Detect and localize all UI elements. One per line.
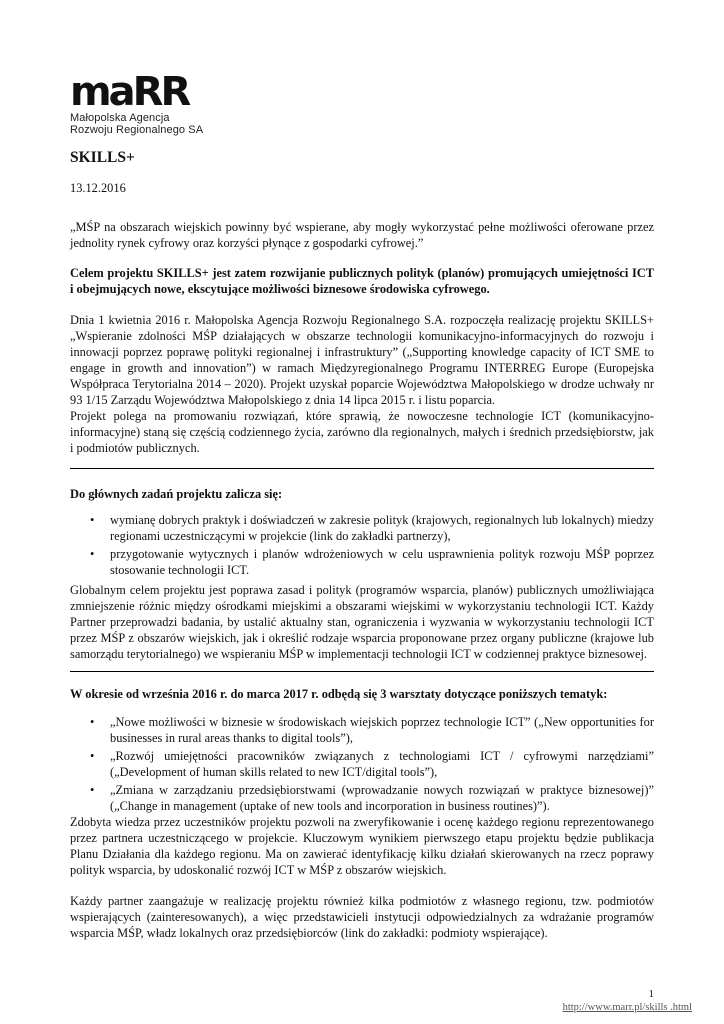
list-item <box>70 546 654 578</box>
section-divider <box>70 468 654 469</box>
list-item-text: przygotowanie wytycznych i planów wdrożeniowych w celu usprawnienia polityk rozwoju MŚP poprzez stosowanie technologii ICT. <box>110 547 654 577</box>
document-date: 13.12.2016 <box>70 181 126 195</box>
bullet-icon: • <box>90 513 95 527</box>
logo-subtitle <box>70 112 210 136</box>
tasks-heading: Do głównych zadań projektu zalicza się: <box>70 487 283 501</box>
logo-subtitle-line1: Małopolska Agencja <box>70 112 170 124</box>
footer-url-link[interactable]: http://www.marr.pl/skills .html <box>562 1002 692 1013</box>
marr-logo <box>70 72 210 136</box>
list-item-text: „Nowe możliwości w biznesie w środowiskach wiejskich poprzez technologie ICT” („New opportunities for businesses in rural areas thanks to digital tools”), <box>110 715 654 745</box>
list-item-text: „Zmiana w zarządzaniu przedsiębiorstwami (wprowadzanie nowych rozwiązań w praktyce biznesowej)” („Change in management (uptake of new tools and incorporation in business routines)”). <box>110 783 654 813</box>
list-item-text: „Rozwój umiejętności pracowników związanych z technologiami ICT / cyfrowymi narzędziami” („Development of human skills related to new ICT/digital tools”), <box>110 749 654 779</box>
list-item <box>70 748 654 780</box>
list-item-text: wymianę dobrych praktyk i doświadczeń w zakresie polityk (krajowych, regionalnych lub lokalnych) miedzy regionami uczestniczącymi w projekcie (link do zakładki partnerzy), <box>110 513 654 543</box>
bullet-icon: • <box>90 783 95 797</box>
logo-wordmark: maRR <box>70 72 189 110</box>
partners-paragraph: Każdy partner zaangażuje w realizację projektu również kilka podmiotów z własnego regionu, tzw. podmiotów wspierających (zainteresowanych), a więc przedstawicieli instytucji odpowiedzialnych za wdrażanie programów wsparcia MŚP, władz lokalnych oraz przedsiębiorców (link do zakładki: podmioty wspierające). <box>70 894 654 940</box>
intro-paragraph: Dnia 1 kwietnia 2016 r. Małopolska Agencja Rozwoju Regionalnego S.A. rozpoczęła realizację projektu SKILLS+ „Wspieranie zdolności MŚP działających w obszarze technologii komunikacyjno-informacyjnych do rozwoju i innowacji poprzez poprawę polityki regionalnej i infrastruktury” („Supporting knowledge capacity of ICT SME to engage in growth and innovation”) w ramach Międzyregionalnego Programu INTERREG Europe (Europejska Współpraca Terytorialna 2014 – 2020). Projekt uzyskał poparcie Województwa Małopolskiego w drodze uchwały nr 93 1/15 Zarządu Województwa Małopolskiego z dnia 14 lipca 2015 r. i listu poparcia. <box>70 313 654 407</box>
quote-paragraph: „MŚP na obszarach wiejskich powinny być wspierane, aby mogły wykorzystać pełne możliwości oferowane przez jednolity rynek cyfrowy oraz korzyści płynące z gospodarki cyfrowej.” <box>70 220 654 250</box>
list-item <box>70 714 654 746</box>
page-number: 1 <box>648 988 654 1000</box>
logo-subtitle-line2: Rozwoju Regionalnego SA <box>70 124 204 136</box>
workshops-heading: W okresie od września 2016 r. do marca 2017 r. odbędą się 3 warsztaty dotyczące poniższych tematyk: <box>70 687 608 701</box>
bullet-icon: • <box>90 547 95 561</box>
tasks-list <box>70 512 654 580</box>
bullet-icon: • <box>90 749 95 763</box>
page-title: SKILLS+ <box>70 149 135 166</box>
marr-logo-mark <box>70 72 200 110</box>
knowledge-paragraph: Zdobyta wiedza przez uczestników projektu pozwoli na zweryfikowanie i ocenę każdego regionu reprezentowanego przez partnera uczestniczącego w projekcie. Kluczowym wynikiem pierwszego etapu projektu będzie publikacja Planu Działania dla każdego regionu. Ma on zawierać identyfikację kilku działań skierowanych na rzecz poprawy polityk wsparcia, by udoskonalić rozwój ICT w MŚP z obszarów wiejskich. <box>70 815 654 877</box>
aim-paragraph: Celem projektu SKILLS+ jest zatem rozwijanie publicznych polityk (planów) promujących umiejętności ICT i obejmujących nowe, ekscytujące możliwości biznesowe środowiska cyfrowego. <box>70 266 654 296</box>
list-item <box>70 782 654 814</box>
section-divider <box>70 671 654 672</box>
bullet-icon: • <box>90 715 95 729</box>
list-item <box>70 512 654 544</box>
global-goal-paragraph: Globalnym celem projektu jest poprawa zasad i polityk (programów wsparcia, planów) publicznych umożliwiająca zmniejszenie różnic między ośrodkami miejskimi a obszarami wiejskimi w wykorzystaniu technologii ICT. Każdy Partner przeprowadzi badania, by ustalić aktualny stan, ograniczenia i wyzwania w wykorzystaniu technologii ICT przez MŚP z obszarów wiejskich, jak i określić rodzaje wsparcia proponowane przez organy publiczne (krajowe lub samorządu terytorialnego) we wspieraniu MŚP w implementacji technologii ICT w codziennej praktyce biznesowej. <box>70 583 654 661</box>
workshops-list <box>70 714 654 816</box>
promo-paragraph: Projekt polega na promowaniu rozwiązań, które sprawią, że nowoczesne technologie ICT (komunikacyjno-informacyjne) staną się częścią codziennego życia, zarówno dla regionalnych, małych i średnich przedsiębiorstw, jak i podmiotów publicznych. <box>70 409 654 455</box>
